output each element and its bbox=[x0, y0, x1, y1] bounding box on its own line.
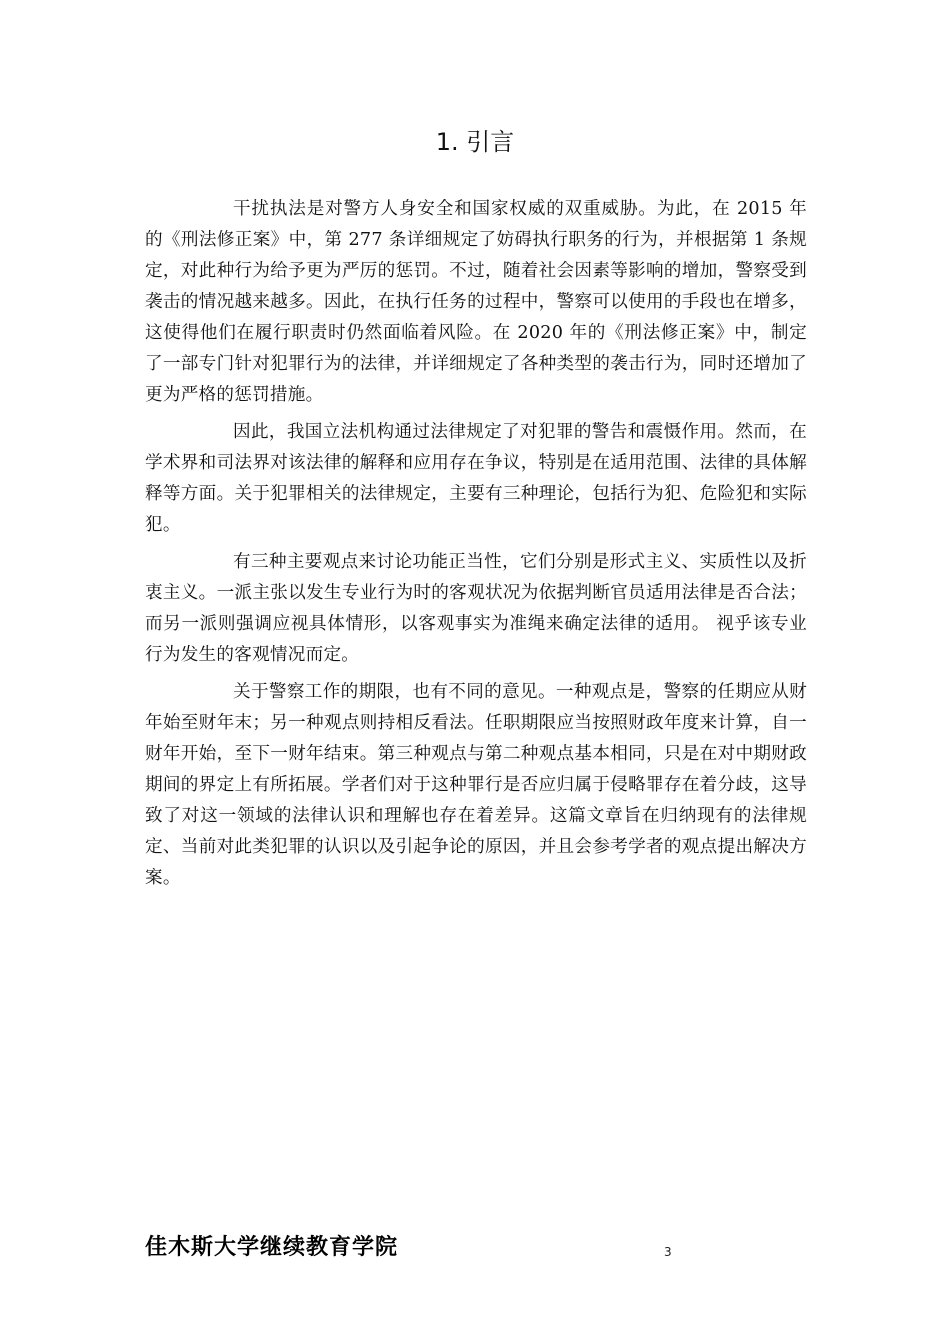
body-text bbox=[145, 194, 807, 900]
paragraph-4: 关于警察工作的期限，也有不同的意见。一种观点是，警察的任期应从财年始至财年末；另一种观点则持相反看法。任职期限应当按照财政年度来计算，自一财年开始，至下一财年结束。第三种观点与第二种观点基本相同，只是在对中期财政期间的界定上有所拓展。学者们对于这种罪行是否应归属于侵略罪存在着分歧，这导致了对这一领域的法律认识和理解也存在着差异。这篇文章旨在归纳现有的法律规定、当前对此类犯罪的认识以及引起争论的原因，并且会参考学者的观点提出解决方案。 bbox=[145, 682, 807, 888]
section-heading: 1. 引言 bbox=[435, 128, 515, 156]
paragraph-2: 因此，我国立法机构通过法律规定了对犯罪的警告和震慑作用。然而，在学术界和司法界对该法律的解释和应用存在争议，特别是在适用范围、法律的具体解释等方面。关于犯罪相关的法律规定，主要有三种理论，包括行为犯、危险犯和实际犯。 bbox=[145, 422, 807, 535]
paragraph-3: 有三种主要观点来讨论功能正当性，它们分别是形式主义、实质性以及折衷主义。一派主张以发生专业行为时的客观状况为依据判断官员适用法律是否合法；而另一派则强调应视具体情形，以客观事实为准绳来确定法律的适用。 视乎该专业行为发生的客观情况而定。 bbox=[145, 552, 807, 665]
page-number: 3 bbox=[664, 1245, 672, 1259]
paragraph-1: 干扰执法是对警方人身安全和国家权威的双重威胁。为此，在 2015 年的《刑法修正案》中，第 277 条详细规定了妨碍执行职务的行为，并根据第 1 条规定，对此种行为给予更为严厉的惩罚。不过，随着社会因素等影响的增加，警察受到袭击的情况越来越多。因此，在执行任务的过程中，警察可以使用的手段也在增多，这使得他们在履行职责时仍然面临着风险。在 2020 年的《刑法修正案》中，制定了一部专门针对犯罪行为的法律，并详细规定了各种类型的袭击行为，同时还增加了更为严格的惩罚措施。 bbox=[145, 199, 807, 405]
footer-institution-name: 佳木斯大学继续教育学院 bbox=[145, 1234, 399, 1260]
